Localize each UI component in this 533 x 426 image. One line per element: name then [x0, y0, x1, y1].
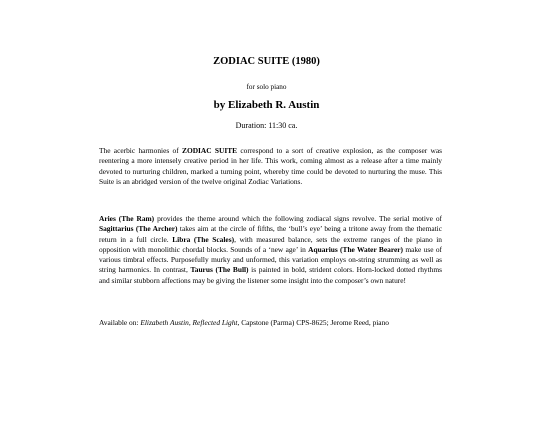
- author-line: by Elizabeth R. Austin: [213, 99, 320, 111]
- intro-text-1: correspond to a sort of creative explosion, as the composer was reentering a more intensely creative period in her life. This work, coming almost as a release after a time mainly devoted to nurturing children, marked a turning point, whereby time could be devoted to nurturing the muse. This Suite is an abridged version of the twelve original Zodiac Variations.: [99, 146, 442, 186]
- movement-aquarius: Aquarius (The Water Bearer): [308, 244, 403, 254]
- availability-label: Available on:: [99, 318, 141, 327]
- movements-text-3: make use of various timbral effects. Purposefully murky and unformed, this variation employs on-string strumming as well as string harmonics. In contrast,: [99, 244, 442, 275]
- movements-text-0: provides the theme around which the following zodiacal signs revolve. The serial motive of: [154, 214, 442, 223]
- intro-bold-title: ZODIAC SUITE: [182, 146, 238, 155]
- document-title: ZODIAC SUITE (1980): [213, 56, 320, 67]
- movement-sagittarius: Sagittarius (The Archer): [99, 224, 178, 234]
- movements-text-4: is painted in bold, strident colors. Horn-locked dotted rhythms and similar stubborn affections may be giving the listener some insight into the composer’s own nature!: [99, 265, 442, 285]
- document-subtitle: for solo piano: [246, 83, 287, 91]
- availability-details: , Capstone (Parma) CPS-8625; Jerome Reed, piano: [237, 318, 389, 327]
- movement-taurus: Taurus (The Bull): [190, 265, 249, 275]
- availability-line: [99, 318, 389, 328]
- duration-line: Duration: 11:30 ca.: [235, 121, 298, 130]
- album-title: Elizabeth Austin, Reflected Light: [140, 318, 238, 327]
- movements-text-1: takes aim at the circle of fifths, the ‘bull’s eye’ being a tritone away from the thematic return in a full circle.: [99, 224, 442, 244]
- movement-libra: Libra (The Scales): [172, 234, 235, 244]
- intro-paragraph: [99, 146, 442, 187]
- movements-text-2: , with measured balance, sets the extreme ranges of the piano in opposition with monolithic chordal blocks. Sounds of a ‘new age’ in: [99, 234, 442, 254]
- movements-paragraph: [99, 214, 442, 286]
- movement-aries: Aries (The Ram): [99, 214, 155, 223]
- intro-text-0: The acerbic harmonies of: [99, 146, 183, 155]
